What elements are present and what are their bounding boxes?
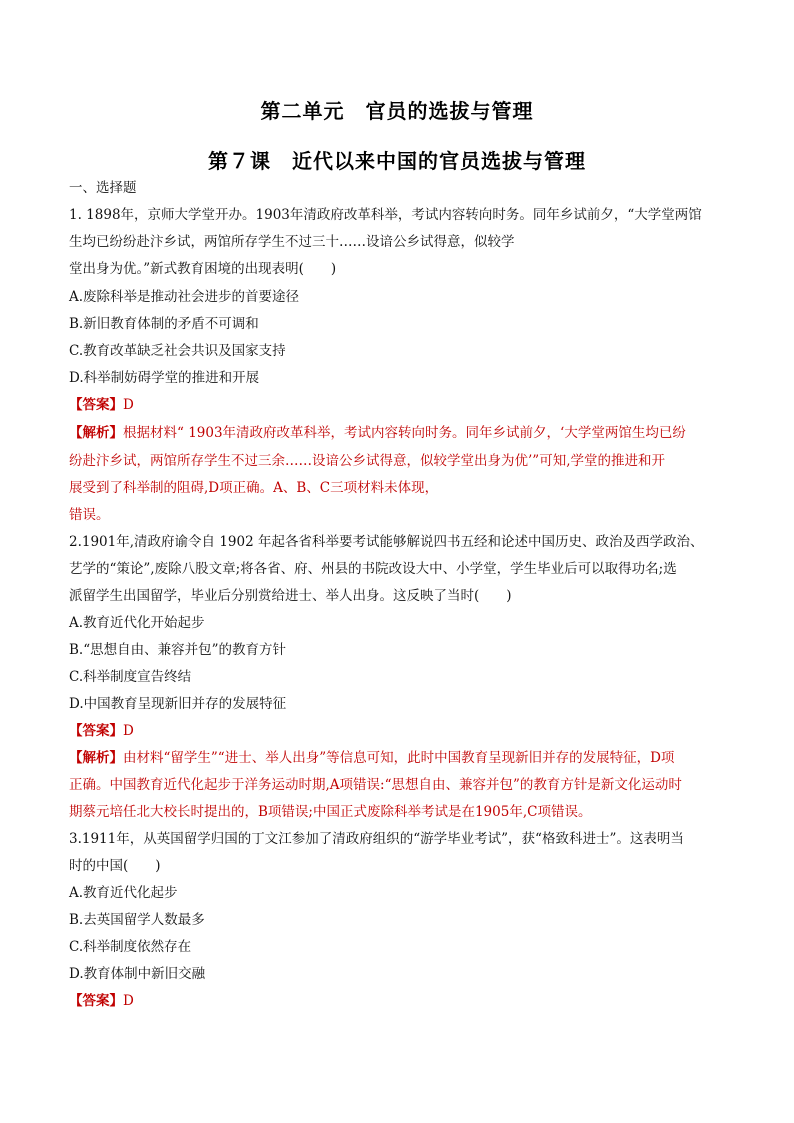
analysis-label: 【解析】 — [69, 750, 123, 766]
q3-option-c: C.科举制度依然存在 — [69, 939, 192, 955]
q3-answer — [69, 991, 729, 1011]
q2-option-c: C.科举制度宣告终结 — [69, 669, 192, 685]
q3-stem-line-2: 时的中国( ) — [69, 858, 161, 874]
answer-value: D — [123, 397, 134, 413]
q1-answer — [69, 395, 729, 415]
q1-option-d: D.科举制妨碍学堂的推进和开展 — [69, 370, 260, 386]
q1-stem-line-1: 1. 1898年，京师大学堂开办。1903年清政府改革科举，考试内容转向时务。同年乡试前夕，“大学堂两馆 — [69, 207, 702, 223]
q2-option-b: B.“思想自由、兼容并包”的教育方针 — [69, 642, 287, 658]
q3-option-b: B.去英国留学人数最多 — [69, 912, 205, 928]
q2-stem-line-1: 2.1901年,清政府谕令自 1902 年起各省科举要考试能够解说四书五经和论述中国历史、政治及西学政治、 — [69, 534, 704, 550]
q2-stem-line-3: 派留学生出国留学，毕业后分别赏给进士、举人出身。这反映了当时( ) — [69, 588, 512, 604]
answer-label: 【答案】 — [69, 723, 123, 739]
q1-analysis-line-1 — [69, 423, 729, 443]
q2-stem-line-2: 艺学的“策论”,废除八股文章;将各省、府、州县的书院改设大中、小学堂，学生毕业后可以取得功名;选 — [69, 561, 677, 577]
section-heading: 一、选择题 — [69, 180, 137, 196]
analysis-text: 由材料“留学生”“进士、举人出身”等信息可知，此时中国教育呈现新旧并存的发展特征，D项 — [123, 750, 675, 766]
q2-answer — [69, 721, 729, 741]
q3-option-a: A.教育近代化起步 — [69, 885, 178, 901]
answer-value: D — [123, 993, 134, 1009]
q1-stem-line-2: 生均已纷纷赴汴乡试，两馆所存学生不过三十……设谙公乡试得意，似较学 — [69, 234, 515, 250]
q1-analysis-line-3: 展受到了科举制的阻碍,D项正确。A、B、C三项材料未体现， — [69, 480, 439, 496]
unit-title: 第二单元 官员的选拔与管理 — [260, 99, 534, 123]
answer-label: 【答案】 — [69, 397, 123, 413]
q2-analysis-line-1 — [69, 748, 729, 768]
q2-analysis-line-3: 期蔡元培任北大校长时提出的，B项错误;中国正式废除科举考试是在1905年,C项错误。 — [69, 804, 592, 820]
answer-value: D — [123, 723, 134, 739]
q1-option-a: A.废除科举是推动社会进步的首要途径 — [69, 289, 300, 305]
q1-option-c: C.教育改革缺乏社会共识及国家支持 — [69, 343, 286, 359]
analysis-label: 【解析】 — [69, 425, 123, 441]
q3-option-d: D.教育体制中新旧交融 — [69, 966, 206, 982]
q1-analysis-line-2: 纷赴汴乡试，两馆所存学生不过三余……设谙公乡试得意，似较学堂出身为优’”可知,学堂的推进和开 — [69, 453, 665, 469]
q2-option-d: D.中国教育呈现新旧并存的发展特征 — [69, 696, 287, 712]
answer-label: 【答案】 — [69, 993, 123, 1009]
q1-analysis-line-4: 错误。 — [69, 507, 110, 523]
lesson-title: 第７课 近代以来中国的官员选拔与管理 — [208, 149, 586, 173]
q2-option-a: A.教育近代化开始起步 — [69, 615, 205, 631]
q1-stem-line-3: 堂出身为优。”新式教育困境的出现表明( ) — [69, 261, 337, 277]
q3-stem-line-1: 3.1911年，从英国留学归国的丁文江参加了清政府组织的“游学毕业考试”，获“格致科进士”。这表明当 — [69, 831, 684, 847]
analysis-text: 根据材料“ 1903年清政府改革科举，考试内容转向时务。同年乡试前夕，‘大学堂两馆生均已纷 — [123, 425, 686, 441]
q1-option-b: B.新旧教育体制的矛盾不可调和 — [69, 316, 259, 332]
q2-analysis-line-2: 正确。中国教育近代化起步于洋务运动时期,A项错误:“思想自由、兼容并包”的教育方针是新文化运动时 — [69, 777, 682, 793]
